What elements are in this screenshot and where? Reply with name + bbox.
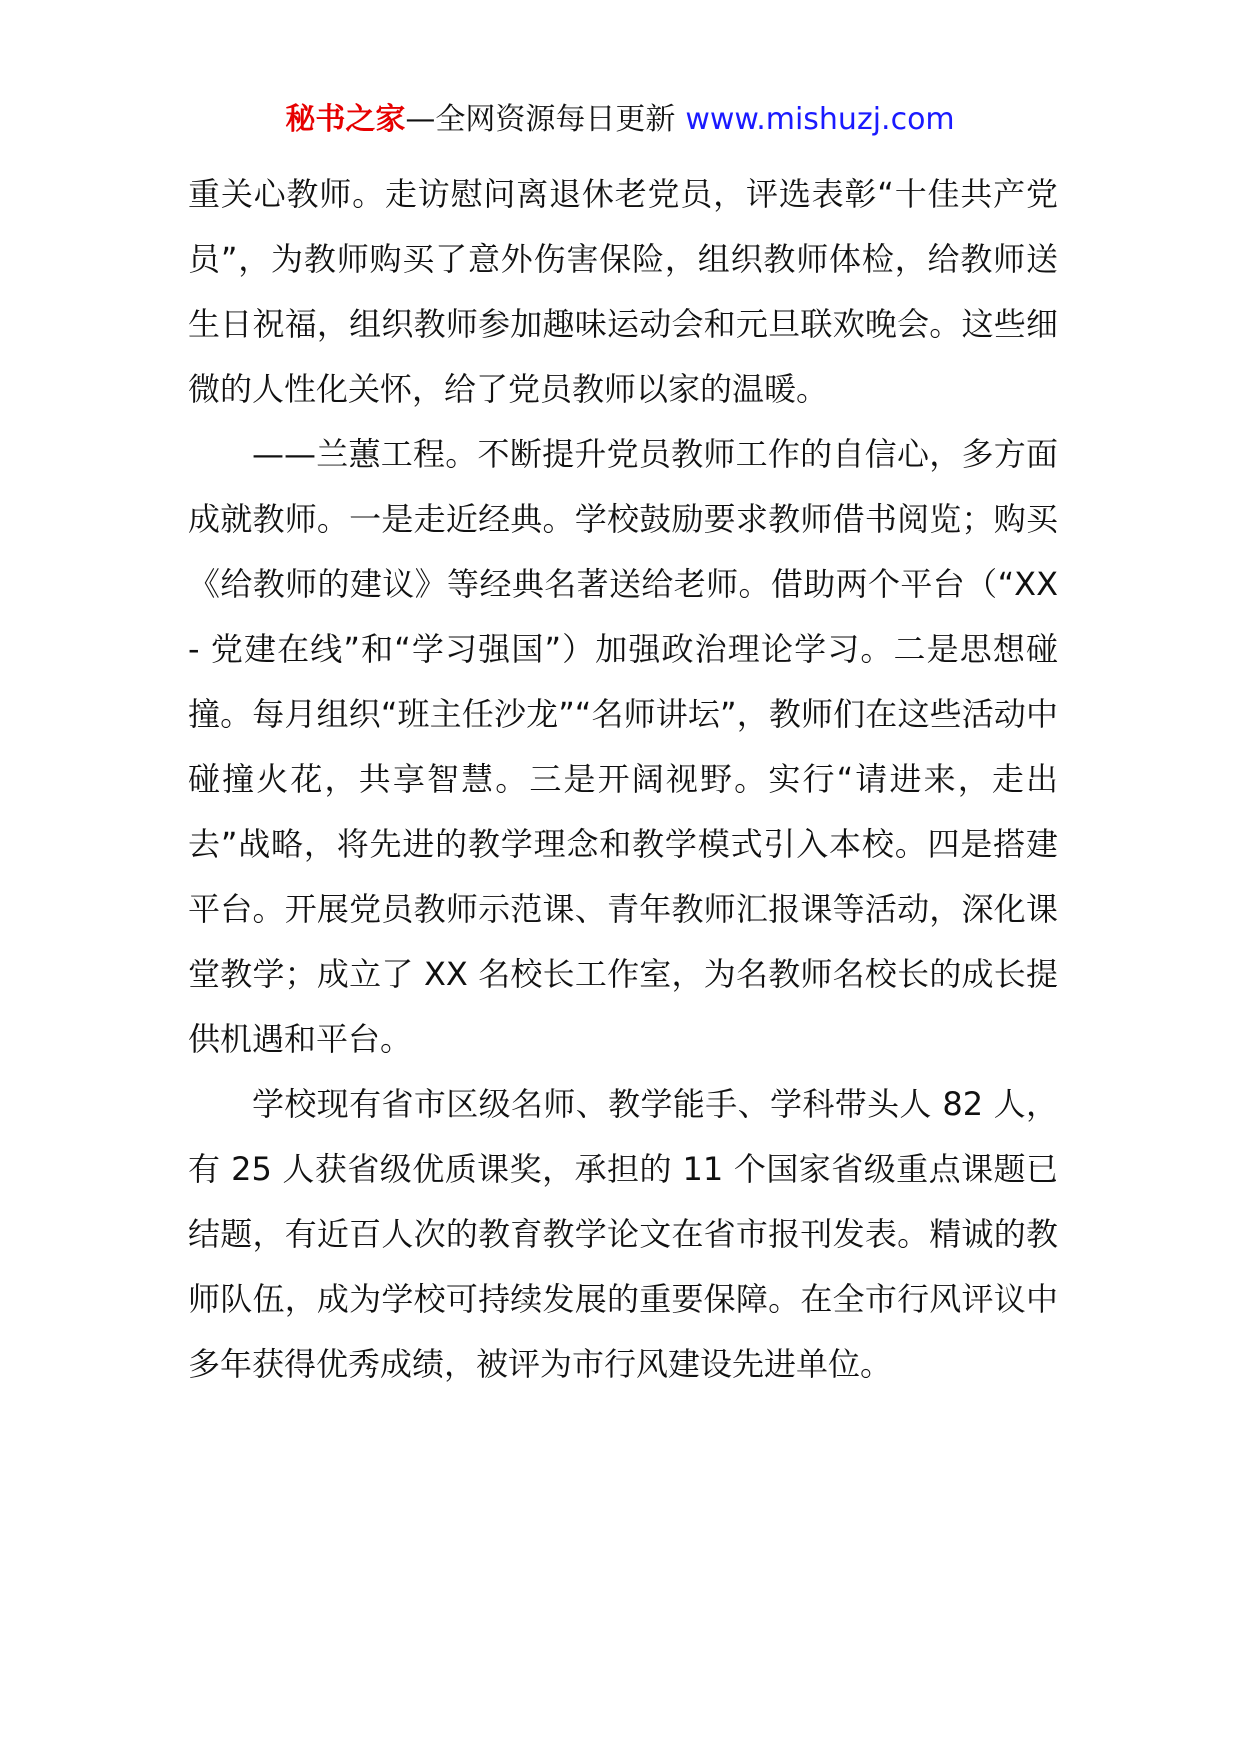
website-url[interactable]: www.mishuzj.com: [685, 102, 955, 137]
page-header: [0, 100, 1240, 140]
paragraph-achievements: 学校现有省市区级名师、教学能手、学科带头人 82 人，有 25 人获省级优质课奖，承担的 11 个国家省级重点课题已结题，有近百人次的教育教学论文在省市报刊发表。精诚的教师队伍，成为学校可持续发展的重要保障。在全市行风评议中多年获得优秀成绩，被评为市行风建设先进单位。: [188, 1085, 1058, 1383]
header-slogan: —全网资源每日更新: [405, 102, 676, 137]
document-body: [188, 162, 1058, 1397]
brand-name: 秘书之家: [285, 102, 406, 137]
paragraph-care: 重关心教师。走访慰问离退休老党员，评选表彰“十佳共产党员”，为教师购买了意外伤害保险，组织教师体检，给教师送生日祝福，组织教师参加趣味运动会和元旦联欢晚会。这些细微的人性化关怀，给了党员教师以家的温暖。: [188, 175, 1058, 408]
paragraph-lanhui-project: ——兰蕙工程。不断提升党员教师工作的自信心，多方面成就教师。一是走近经典。学校鼓励要求教师借书阅览；购买《给教师的建议》等经典名著送给老师。借助两个平台（“XX - 党建在线”和“学习强国”）加强政治理论学习。二是思想碰撞。每月组织“班主任沙龙”“名师讲坛”，教师们在这些活动中碰撞火花，共享智慧。三是开阔视野。实行“请进来，走出去”战略，将先进的教学理念和教学模式引入本校。四是搭建平台。开展党员教师示范课、青年教师汇报课等活动，深化课堂教学；成立了 XX 名校长工作室，为名教师名校长的成长提供机遇和平台。: [188, 435, 1058, 1058]
